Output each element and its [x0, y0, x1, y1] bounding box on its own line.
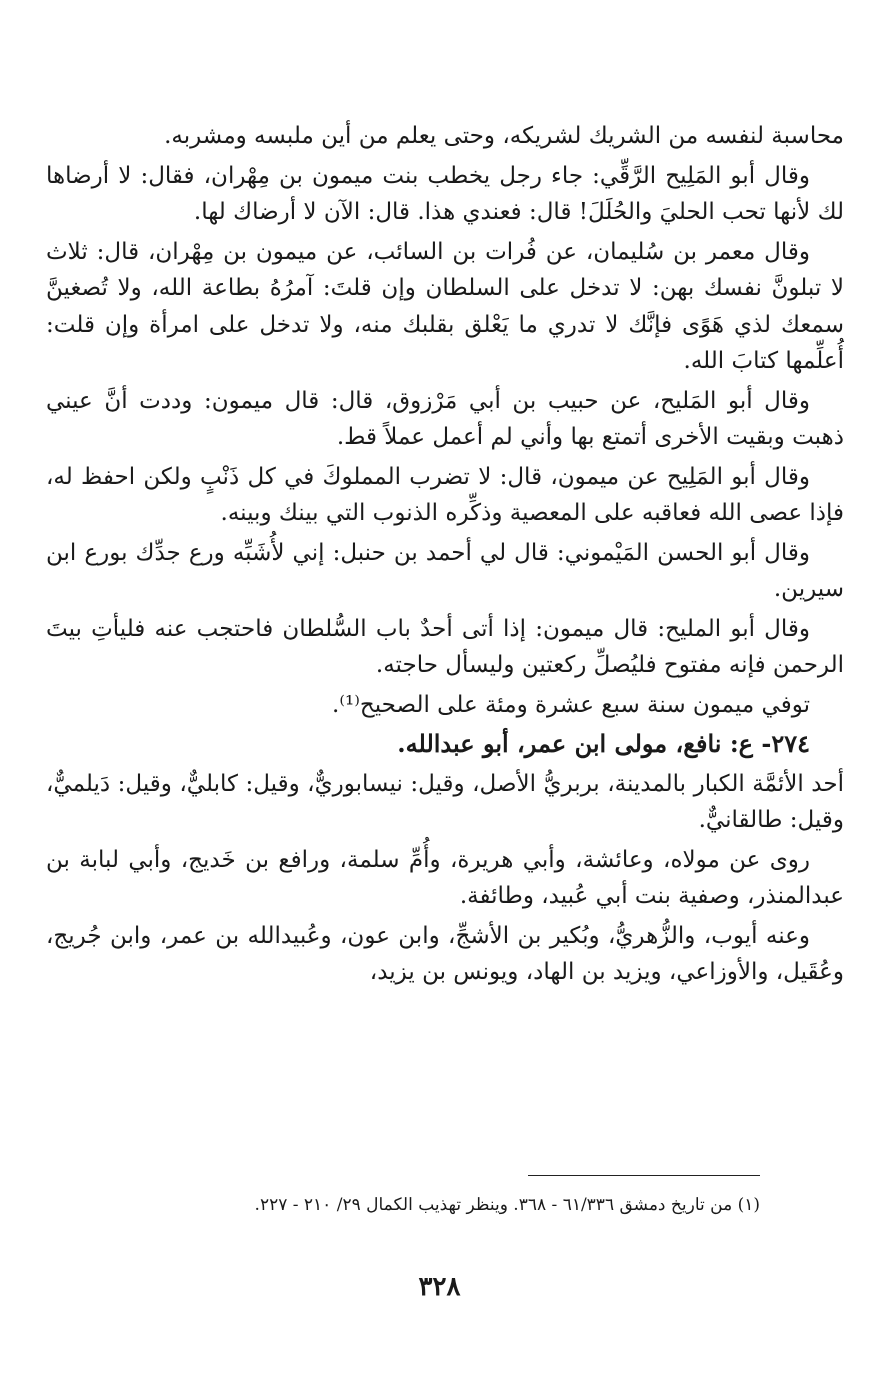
paragraph: توفي ميمون سنة سبع عشرة ومئة على الصحيح⁽¹⁾. — [332, 691, 810, 718]
page-number: ٣٢٨ — [418, 1272, 461, 1302]
paragraph: محاسبة لنفسه من الشريك لشريكه، وحتى يعلم من أين ملبسه ومشربه. — [164, 123, 844, 149]
entry-heading: ٢٧٤- ع: نافع، مولى ابن عمر، أبو عبدالله. — [397, 729, 810, 758]
paragraph: وقال معمر بن سُليمان، عن فُرات بن السائب، عن ميمون بن مِهْران، قال: ثلاث لا تبلونَّ نفسك بهن: لا تدخل على السلطان وإن قلتَ: آمرُهُ بطاعة الله، ولا تُصغينَّ سمعك لذي هَوًى فإنَّك لا تدري ما يَعْلق بقلبك منه، ولا تدخل على امرأة وإن قلت: أُعلِّمها كتابَ الله. — [46, 238, 844, 374]
paragraph: وقال أبو المَلِيح الرَّقِّي: جاء رجل يخطب بنت ميمون بن مِهْران، فقال: لا أرضاها لك لأنها تحب الحليَ والحُلَلَ! قال: فعندي هذا. قال: الآن لا أرضاك لها. — [46, 162, 844, 225]
paragraph: وقال أبو المَلِيح عن ميمون، قال: لا تضرب المملوكَ في كل ذَنْبٍ ولكن احفظ له، فإذا عصى الله فعاقبه على المعصية وذكِّره الذنوب التي بينك وبينه. — [46, 463, 844, 526]
paragraph: وقال أبو المليح: قال ميمون: إذا أتى أحدٌ باب السُّلطان فاحتجب عنه فليأتِ بيتَ الرحمن فإنه مفتوح فليُصلِّ ركعتين وليسأل حاجته. — [46, 615, 844, 678]
paragraph: وقال أبو المَليح، عن حبيب بن أبي مَرْزوق، قال: قال ميمون: وددت أنَّ عيني ذهبت وبقيت الأخرى أتمتع بها وأني لم أعمل عملاً قط. — [46, 387, 844, 450]
paragraph: أحد الأئمَّة الكبار بالمدينة، بربريُّ الأصل، وقيل: نيسابوريٌّ، وقيل: كابليٌّ، وقيل: دَيلميٌّ، وقيل: طالقانيٌّ. — [46, 770, 844, 833]
paragraph: وعنه أيوب، والزُّهريُّ، وبُكير بن الأشجِّ، وابن عون، وعُبيدالله بن عمر، وابن جُريج، وعُقَيل، والأوزاعي، ويزيد بن الهاد، ويونس بن يزيد، — [46, 922, 844, 985]
main-text — [46, 118, 844, 994]
paragraph: وقال أبو الحسن المَيْموني: قال لي أحمد بن حنبل: إني لأُشَبِّه ورع جدِّك بورع ابن سيرين. — [46, 539, 844, 602]
footnote: (١) من تاريخ دمشق ٦١/٣٣٦ - ٣٦٨. وينظر تهذيب الكمال ٢٩/ ٢١٠ - ٢٢٧. — [254, 1195, 760, 1215]
footnote-divider — [528, 1175, 760, 1176]
paragraph: روى عن مولاه، وعائشة، وأبي هريرة، وأُمِّ سلمة، ورافع بن خَديج، وأبي لبابة بن عبدالمنذر، وصفية بنت أبي عُبيد، وطائفة. — [46, 846, 844, 909]
